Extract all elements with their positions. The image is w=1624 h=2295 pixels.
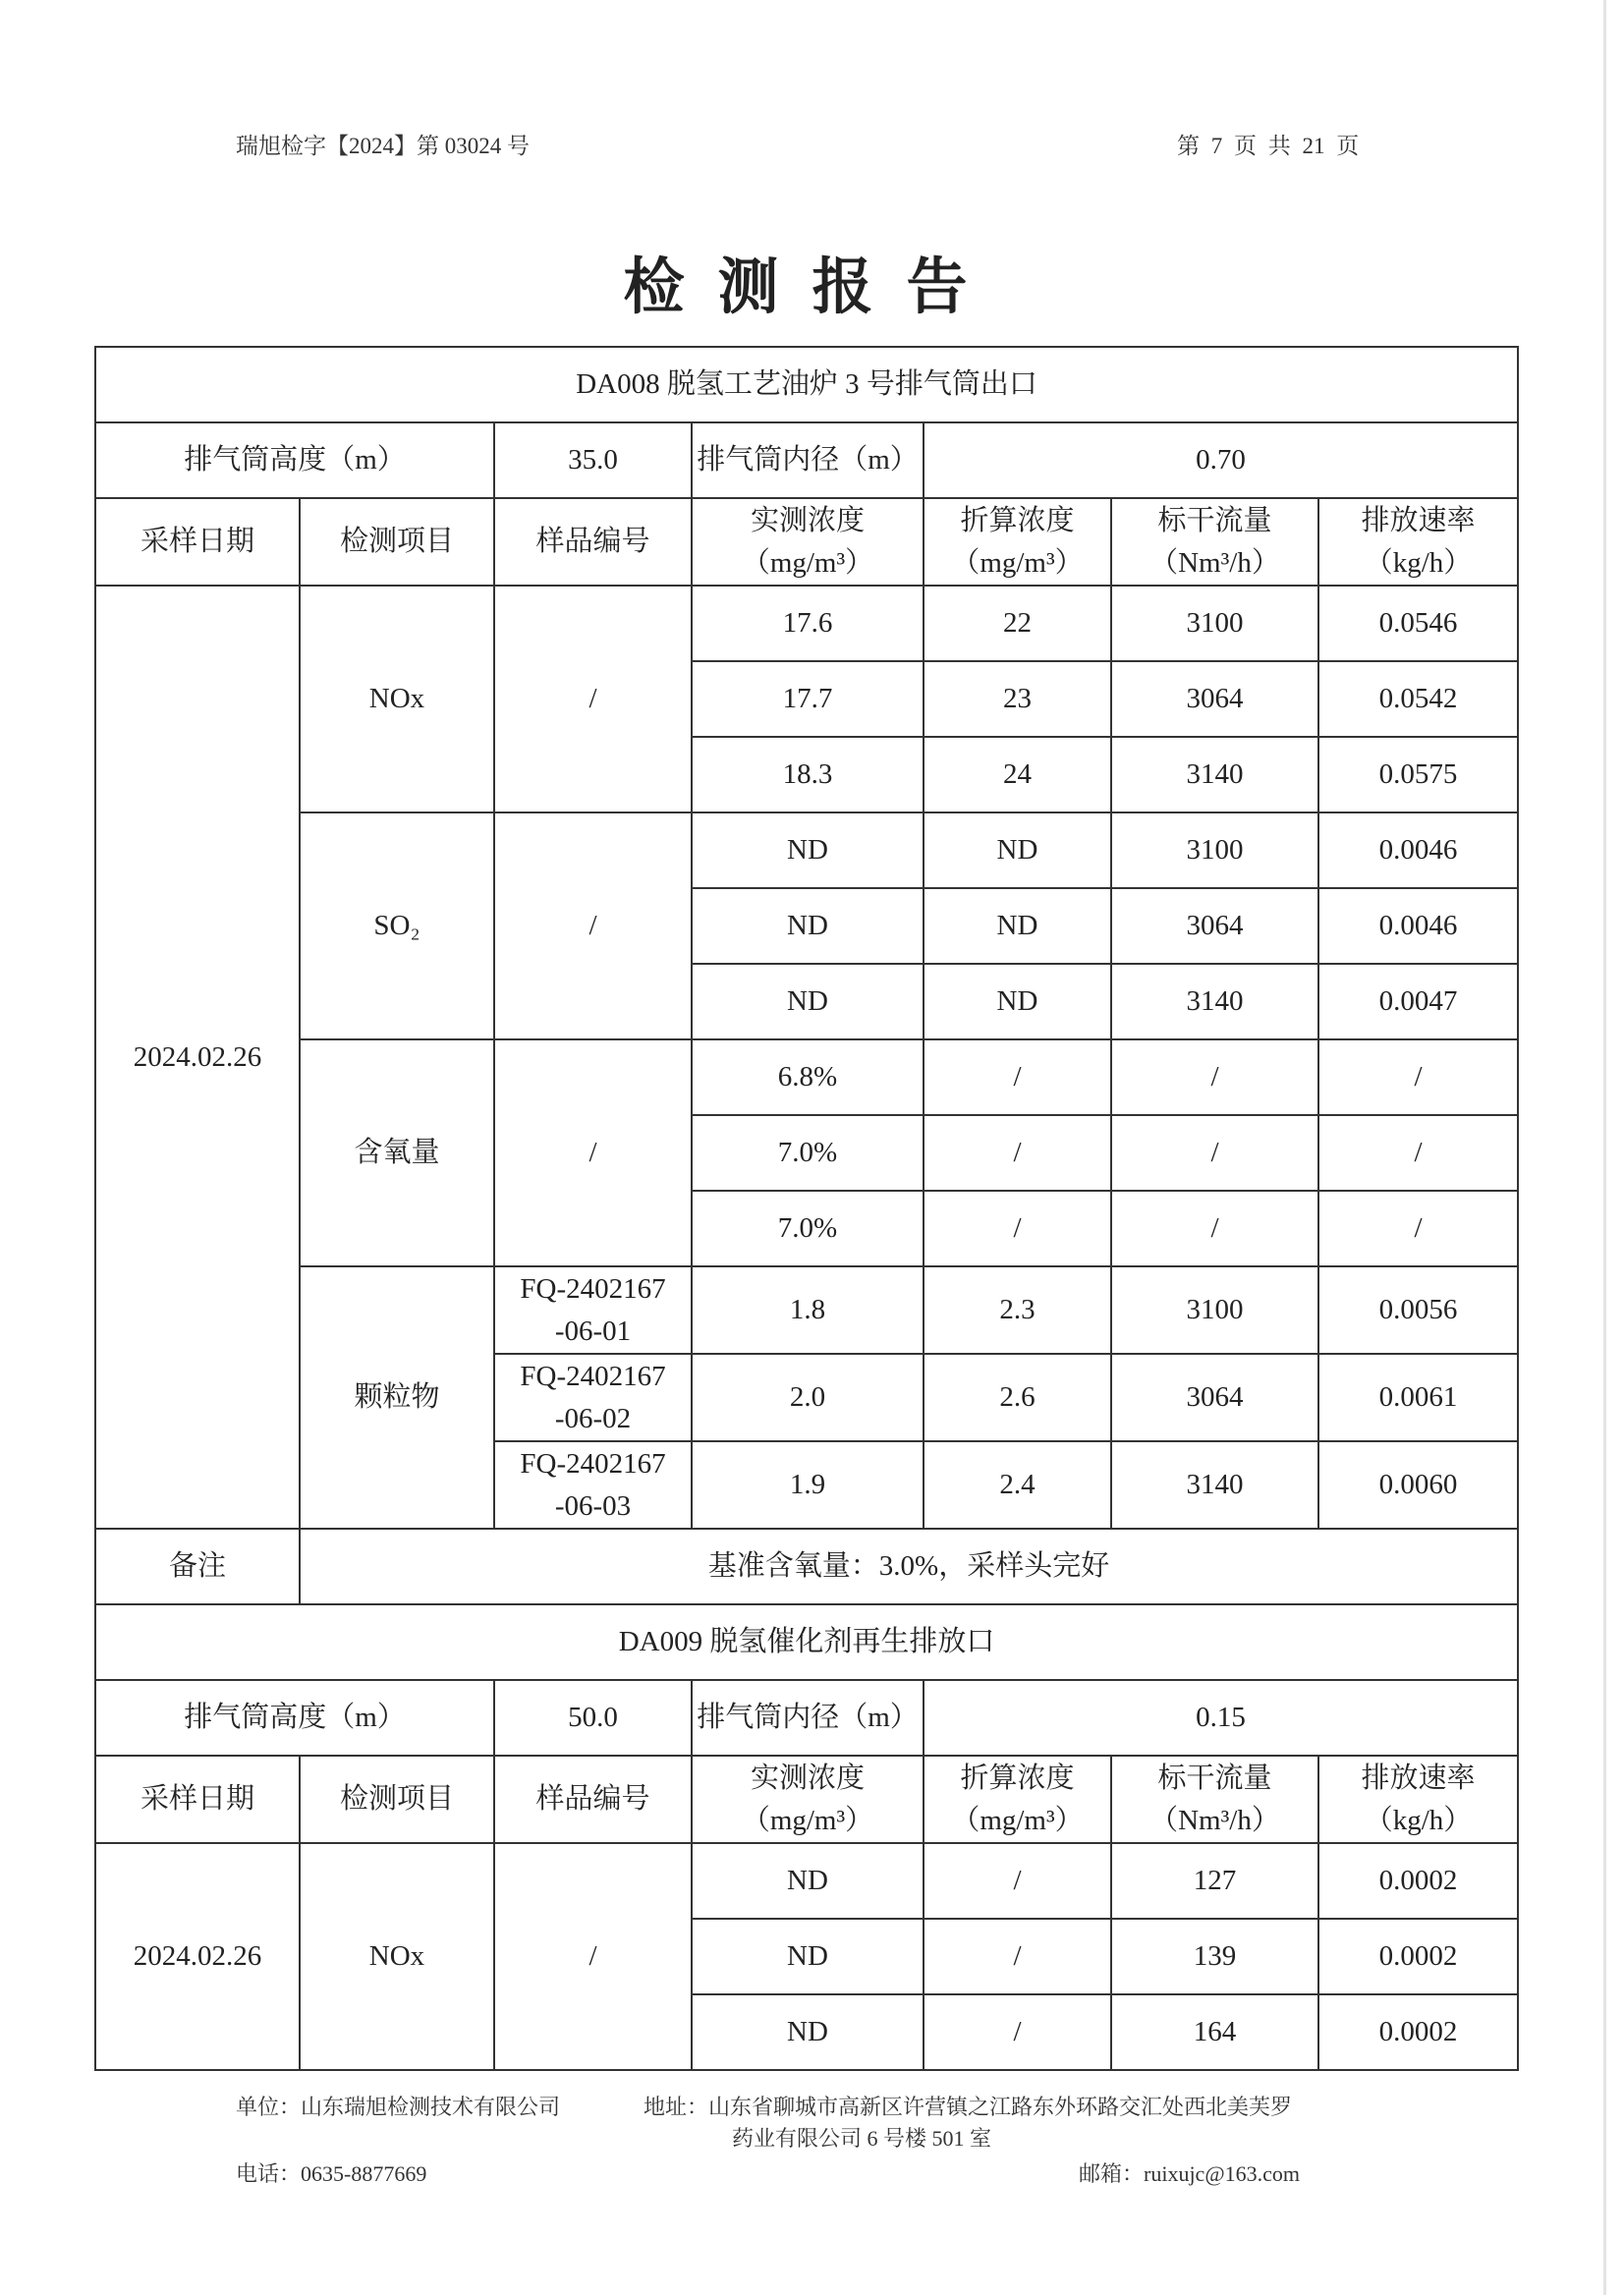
dry-flow: 3100: [1111, 812, 1318, 888]
footer-address-line2: 药业有限公司 6 号楼 501 室: [732, 2126, 992, 2151]
measured-concentration: 6.8%: [692, 1039, 924, 1115]
table-row: [95, 1266, 1518, 1354]
emission-rate: /: [1318, 1115, 1518, 1191]
emission-rate: 0.0061: [1318, 1354, 1518, 1441]
column-header: 排放速率 （kg/h）: [1318, 1756, 1518, 1843]
scan-edge: [1603, 0, 1606, 2295]
measured-concentration: 7.0%: [692, 1115, 924, 1191]
measured-concentration: 17.7: [692, 661, 924, 737]
converted-concentration: ND: [924, 812, 1111, 888]
stack-height-value: 35.0: [494, 422, 692, 498]
sampling-date: 2024.02.26: [95, 586, 300, 1529]
sample-id: /: [494, 812, 692, 1039]
measured-concentration: ND: [692, 812, 924, 888]
dry-flow: 3140: [1111, 1441, 1318, 1529]
measured-concentration: 2.0: [692, 1354, 924, 1441]
emission-rate: 0.0002: [1318, 1919, 1518, 1994]
converted-concentration: 24: [924, 737, 1111, 812]
table-row: [95, 498, 1518, 586]
column-header: 实测浓度 （mg/m³）: [692, 1756, 924, 1843]
remark-value: 基准含氧量：3.0%，采样头完好: [300, 1529, 1518, 1604]
emission-rate: 0.0047: [1318, 964, 1518, 1039]
dry-flow: /: [1111, 1191, 1318, 1266]
column-header: 实测浓度 （mg/m³）: [692, 498, 924, 586]
dry-flow: 3064: [1111, 1354, 1318, 1441]
emission-rate: 0.0002: [1318, 1994, 1518, 2070]
report-number: 瑞旭检字【2024】第 03024 号: [236, 134, 530, 158]
emission-rate: /: [1318, 1039, 1518, 1115]
dry-flow: 3100: [1111, 1266, 1318, 1354]
table-row: [95, 1529, 1518, 1604]
dry-flow: 3100: [1111, 586, 1318, 661]
emission-rate: 0.0575: [1318, 737, 1518, 812]
column-header: 折算浓度 （mg/m³）: [924, 498, 1111, 586]
column-header: 采样日期: [95, 498, 300, 586]
converted-concentration: /: [924, 1039, 1111, 1115]
converted-concentration: ND: [924, 888, 1111, 964]
table-row: [95, 422, 1518, 498]
converted-concentration: 2.3: [924, 1266, 1111, 1354]
column-header: 样品编号: [494, 1756, 692, 1843]
dry-flow: 164: [1111, 1994, 1318, 2070]
test-item: NOx: [300, 586, 494, 812]
converted-concentration: 22: [924, 586, 1111, 661]
converted-concentration: 23: [924, 661, 1111, 737]
converted-concentration: ND: [924, 964, 1111, 1039]
section-title: DA009 脱氢催化剂再生排放口: [95, 1604, 1518, 1680]
sample-id: FQ-2402167 -06-01: [494, 1266, 692, 1354]
converted-concentration: 2.6: [924, 1354, 1111, 1441]
stack-diameter-label: 排气筒内径（m）: [692, 1680, 924, 1756]
section-title: DA008 脱氢工艺油炉 3 号排气筒出口: [95, 347, 1518, 422]
stack-height-value: 50.0: [494, 1680, 692, 1756]
emission-rate: 0.0542: [1318, 661, 1518, 737]
table-row: [95, 812, 1518, 888]
remark-label: 备注: [95, 1529, 300, 1604]
stack-diameter-value: 0.15: [924, 1680, 1518, 1756]
measured-concentration: ND: [692, 964, 924, 1039]
sample-id: /: [494, 1843, 692, 2070]
dry-flow: /: [1111, 1039, 1318, 1115]
document-title: 检测报告: [623, 251, 1001, 322]
column-header: 采样日期: [95, 1756, 300, 1843]
test-item: 含氧量: [300, 1039, 494, 1266]
table-row: [95, 1680, 1518, 1756]
table-row: [95, 1039, 1518, 1115]
dry-flow: /: [1111, 1115, 1318, 1191]
sample-id: FQ-2402167 -06-03: [494, 1441, 692, 1529]
column-header: 标干流量 （Nm³/h）: [1111, 498, 1318, 586]
converted-concentration: 2.4: [924, 1441, 1111, 1529]
table-row: [95, 1756, 1518, 1843]
converted-concentration: /: [924, 1843, 1111, 1919]
sampling-date: 2024.02.26: [95, 1843, 300, 2070]
converted-concentration: /: [924, 1191, 1111, 1266]
measured-concentration: 1.8: [692, 1266, 924, 1354]
footer-address-line1: 地址：山东省聊城市高新区许营镇之江路东外环路交汇处西北美芙罗: [644, 2095, 1293, 2119]
column-header: 检测项目: [300, 1756, 494, 1843]
dry-flow: 3140: [1111, 737, 1318, 812]
column-header: 样品编号: [494, 498, 692, 586]
measured-concentration: 1.9: [692, 1441, 924, 1529]
measured-concentration: 18.3: [692, 737, 924, 812]
table-row: [95, 1604, 1518, 1680]
dry-flow: 139: [1111, 1919, 1318, 1994]
converted-concentration: /: [924, 1115, 1111, 1191]
test-item: NOx: [300, 1843, 494, 2070]
footer-phone: 电话：0635-8877669: [236, 2161, 427, 2186]
emission-rate: 0.0056: [1318, 1266, 1518, 1354]
measured-concentration: ND: [692, 1919, 924, 1994]
measured-concentration: 7.0%: [692, 1191, 924, 1266]
sample-id: FQ-2402167 -06-02: [494, 1354, 692, 1441]
table-row: [95, 347, 1518, 422]
emission-rate: 0.0060: [1318, 1441, 1518, 1529]
dry-flow: 3064: [1111, 888, 1318, 964]
column-header: 折算浓度 （mg/m³）: [924, 1756, 1111, 1843]
results-table: [94, 346, 1519, 2071]
stack-height-label: 排气筒高度（m）: [95, 1680, 494, 1756]
test-item: 颗粒物: [300, 1266, 494, 1529]
measured-concentration: 17.6: [692, 586, 924, 661]
footer-unit: 单位：山东瑞旭检测技术有限公司: [236, 2095, 561, 2119]
stack-diameter-label: 排气筒内径（m）: [692, 422, 924, 498]
measured-concentration: ND: [692, 888, 924, 964]
column-header: 检测项目: [300, 498, 494, 586]
dry-flow: 3064: [1111, 661, 1318, 737]
emission-rate: 0.0046: [1318, 812, 1518, 888]
table-row: [95, 586, 1518, 661]
stack-height-label: 排气筒高度（m）: [95, 422, 494, 498]
dry-flow: 3140: [1111, 964, 1318, 1039]
column-header: 排放速率 （kg/h）: [1318, 498, 1518, 586]
footer-email: 邮箱：ruixujc@163.com: [1079, 2161, 1300, 2186]
emission-rate: 0.0002: [1318, 1843, 1518, 1919]
measured-concentration: ND: [692, 1994, 924, 2070]
converted-concentration: /: [924, 1919, 1111, 1994]
emission-rate: 0.0046: [1318, 888, 1518, 964]
dry-flow: 127: [1111, 1843, 1318, 1919]
test-item: SO₂: [300, 812, 494, 1039]
converted-concentration: /: [924, 1994, 1111, 2070]
table-row: [95, 1843, 1518, 1919]
emission-rate: 0.0546: [1318, 586, 1518, 661]
page-indicator: 第 7 页 共 21 页: [1177, 134, 1360, 158]
emission-rate: /: [1318, 1191, 1518, 1266]
measured-concentration: ND: [692, 1843, 924, 1919]
sample-id: /: [494, 1039, 692, 1266]
stack-diameter-value: 0.70: [924, 422, 1518, 498]
column-header: 标干流量 （Nm³/h）: [1111, 1756, 1318, 1843]
sample-id: /: [494, 586, 692, 812]
